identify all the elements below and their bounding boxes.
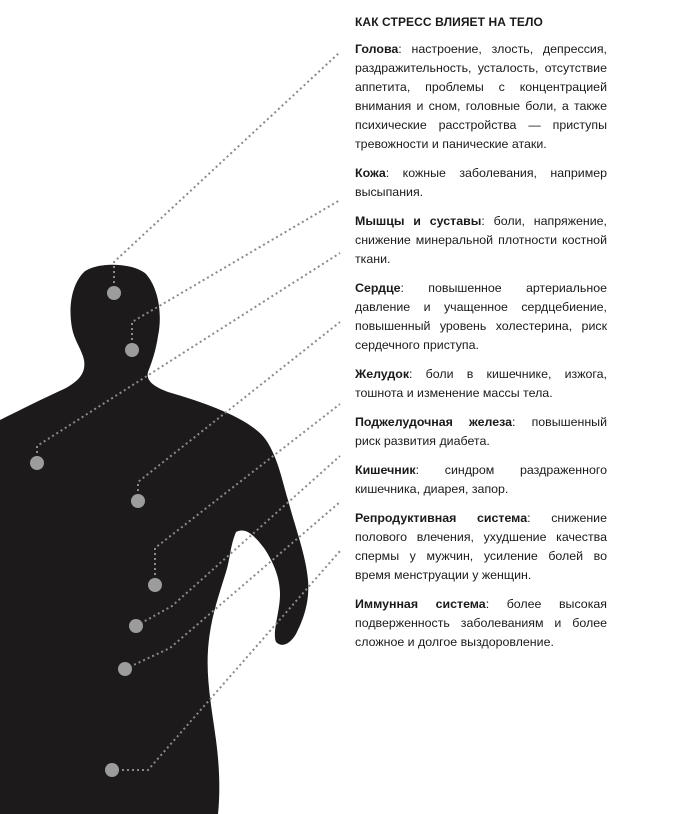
- entry-stomach: [355, 365, 607, 403]
- head-leader-line: [114, 52, 340, 293]
- entry-text: : настроение, злость, депрессия, раздражительность, усталость, отсутствие аппетита, проблемы с концентрацией внимания и сном, головные боли, а также психические расстройства — приступы тревожности и панические атаки.: [355, 42, 607, 151]
- entry-name: Кожа: [355, 166, 386, 180]
- entry-muscles: [355, 212, 607, 269]
- entry-text: : синдром раздраженного кишечника, диарея, запор.: [355, 463, 607, 496]
- entry-text: : повышенное артериальное давление и учащенное сердцебиение, повышенный уровень холестерина, риск сердечного приступа.: [355, 281, 607, 352]
- entry-heart: [355, 279, 607, 355]
- text-panel: [355, 14, 607, 662]
- stomach-marker: [148, 578, 162, 592]
- intestine-marker: [118, 662, 132, 676]
- body-silhouette: [0, 265, 308, 814]
- muscles-marker: [30, 456, 44, 470]
- skin-marker: [125, 343, 139, 357]
- entry-skin: [355, 164, 607, 202]
- entry-name: Иммунная система: [355, 597, 486, 611]
- entry-reproductive: [355, 509, 607, 585]
- entry-name: Репродуктивная система: [355, 511, 528, 525]
- entry-name: Желудок: [355, 367, 410, 381]
- entry-name: Голова: [355, 42, 399, 56]
- entry-text: : более высокая подверженность заболеваниям и более сложное и долгое выздоровление.: [355, 597, 607, 649]
- entry-text: : повышенный риск развития диабета.: [355, 415, 607, 448]
- pancreas-marker: [129, 619, 143, 633]
- page-title: КАК СТРЕСС ВЛИЯЕТ НА ТЕЛО: [355, 15, 543, 29]
- entry-text: : снижение полового влечения, ухудшение качества спермы у мужчин, усиление болей во время менструации у женщин.: [355, 511, 607, 582]
- head-marker: [107, 286, 121, 300]
- entry-pancreas: [355, 413, 607, 451]
- entry-immune: [355, 595, 607, 652]
- entry-name: Мышцы и суставы: [355, 214, 482, 228]
- reproductive-marker: [105, 763, 119, 777]
- entry-name: Поджелудочная железа: [355, 415, 513, 429]
- skin-leader-line: [132, 200, 340, 350]
- entry-intestine: [355, 461, 607, 499]
- entry-text: : боли в кишечнике, изжога, тошнота и изменение массы тела.: [355, 367, 607, 400]
- entry-text: : боли, напряжение, снижение минеральной плотности костной ткани.: [355, 214, 607, 266]
- entry-name: Кишечник: [355, 463, 416, 477]
- entry-text: : кожные заболевания, например высыпания.: [355, 166, 607, 199]
- entry-name: Сердце: [355, 281, 401, 295]
- entry-head: [355, 40, 607, 154]
- heart-marker: [131, 494, 145, 508]
